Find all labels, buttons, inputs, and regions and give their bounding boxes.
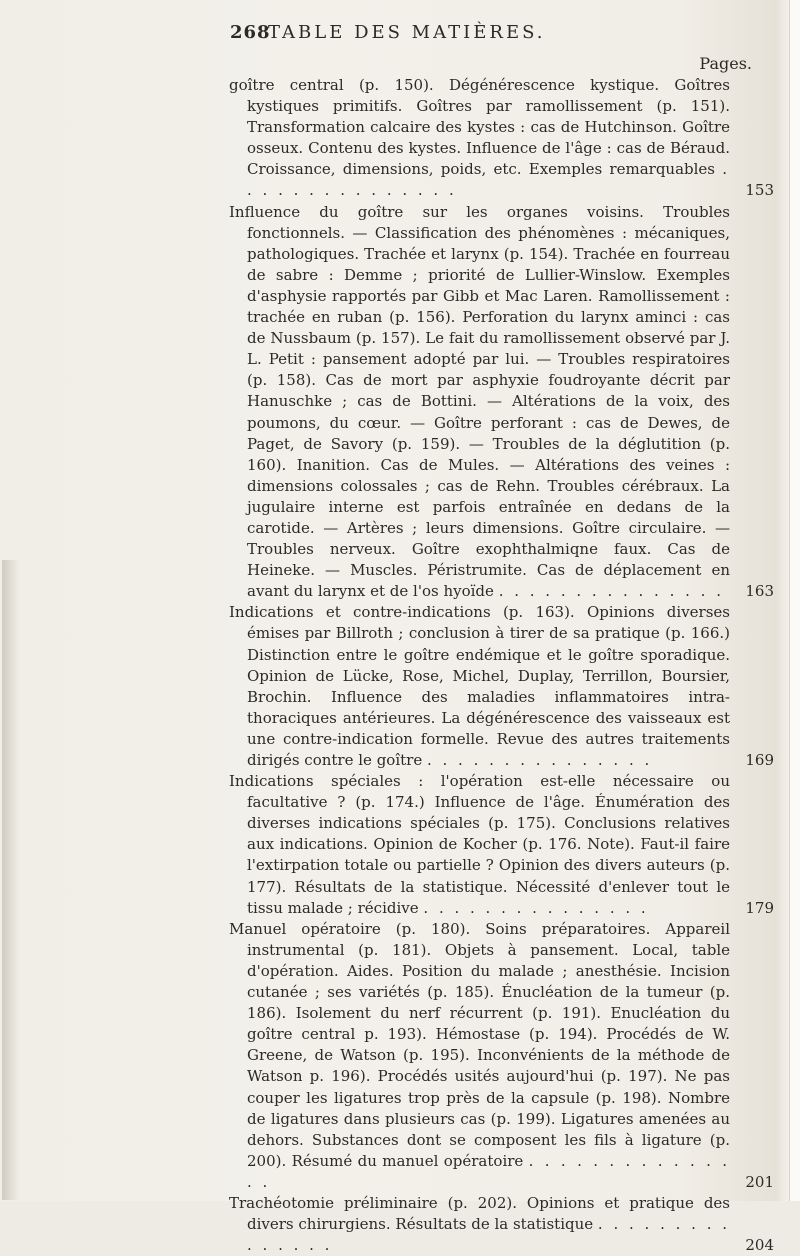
running-title: TABLE DES MATIÈRES.	[268, 22, 546, 43]
toc-entry-text: Trachéotomie préliminaire (p. 202). Opinions et pratique des divers chirurgiens. Résultats de la statistique	[229, 1193, 730, 1234]
toc-page-ref: 153	[745, 181, 774, 200]
page-edge	[789, 0, 800, 1201]
toc-entry-text: Indications et contre-indications (p. 163). Opinions diverses émises par Billroth ; conclusion à tirer de sa pratique (p. 166.) Distinction entre le goître endémique et le goître sporadique. Opinion de Lücke, Rose, Michel, Duplay, Terrillon, Boursier, Brochin. Influence des maladies inflammatoires intra-thoraciques antérieures. La dégénérescence des vaisseaux est une contre-indication formelle. Revue des autres traitements dirigés contre le goître	[229, 603, 730, 769]
toc-entry	[229, 602, 774, 771]
toc-entry	[229, 75, 774, 202]
pages-column-label: Pages.	[699, 54, 752, 73]
toc-entry	[229, 919, 774, 1193]
toc-page-ref: 163	[745, 582, 774, 601]
dot-leader: . . . . . . . . . . . . . . .	[247, 160, 730, 200]
toc-page-ref: 204	[745, 1236, 774, 1255]
toc-entry-text: Indications spéciales : l'opération est-elle nécessaire ou facultative ? (p. 174.) Influence de l'âge. Énumération des diverses indications spéciales (p. 175). Conclusions relatives aux indications. Opinion de Kocher (p. 176. Note). Faut-il faire l'extirpation totale ou partielle ? Opinion des divers auteurs (p. 177). Résultats de la statistique. Nécessité d'enlever tout le tissu malade ; récidive	[229, 772, 730, 917]
dot-leader: . . . . . . . . . . . . . . .	[498, 582, 724, 601]
page-stain	[2, 560, 20, 1200]
dot-leader: . . . . . . . . . . . . . . .	[426, 751, 653, 769]
page-number: 268	[230, 22, 271, 43]
toc-entry-text: Influence du goître sur les organes voisins. Troubles fonctionnels. — Classification des phénomènes : mécaniques, pathologiques. Trachée et larynx (p. 154). Trachée en fourreau de sabre : Demme ; priorité de Lullier-Winslow. Exemples d'asphysie rapportés par Gibb et Mac Laren. Ramollissement : trachée en ruban (p. 156). Perforation du larynx aminci : cas de Nussbaum (p. 157). Le fait du ramollissement observé par J. L. Petit : pansement adopté par lui. — Troubles respiratoires (p. 158). Cas de mort par asphyxie foudroyante décrit par Hanuschke ; cas de Bottini. — Altérations de la voix, des poumons, du cœur. — Goître perforant : cas de Dewes, de Paget, de Savory (p. 159). — Troubles de la déglutition (p. 160). Inanition. Cas de Mules. — Altérations des veines : dimensions colossales ; cas de Rehn. Troubles cérébraux. La jugulaire interne est parfois entraînée en dedans de la carotide. — Artères ; leurs dimensions. Goître circulaire. — Troubles nerveux. Goître exophthalmiqne faux. Cas de Heineke. — Muscles. Péristrumite. Cas de déplacement en avant du larynx et de l'os hyoïde	[229, 202, 730, 601]
dot-leader: . . . . . . . . . . . . . . .	[247, 1151, 731, 1191]
toc-entry-text: Manuel opératoire (p. 180). Soins préparatoires. Appareil instrumental (p. 181). Objets à pansement. Local, table d'opération. Aides. Position du malade ; anesthésie. Incision cutanée ; ses variétés (p. 185). Énucléation de la tumeur (p. 186). Isolement du nerf récurrent (p. 191). Enucléation du goître central p. 193). Hémostase (p. 194). Procédés de W. Greene, de Watson (p. 195). Inconvénients de la méthode de Watson p. 196). Procédés usités aujourd'hui (p. 197). Ne pas couper les ligatures trop près de la capsule (p. 198). Nombre de ligatures dans plusieurs cas (p. 199). Ligatures amenées au dehors. Substances dont se composent les fils à ligature (p. 200). Résumé du manuel opératoire	[229, 919, 730, 1170]
toc-page-ref: 179	[745, 898, 774, 917]
toc-page-ref: 201	[745, 1172, 774, 1191]
table-of-contents	[229, 75, 774, 1256]
toc-page-ref: 169	[745, 751, 774, 769]
dot-leader: . . . . . . . . . . . . . . .	[247, 1215, 730, 1255]
toc-entry-text: goître central (p. 150). Dégénérescence kystique. Goîtres kystiques primitifs. Goîtres par ramollissement (p. 151). Transformation calcaire des kystes : cas de Hutchinson. Goître osseux. Contenu des kystes. Influence de l'âge : cas de Béraud. Croissance, dimensions, poids, etc. Exemples remarquables	[229, 76, 730, 179]
toc-entry	[229, 771, 774, 919]
page-header	[0, 2, 800, 42]
dot-leader: . . . . . . . . . . . . . . .	[423, 898, 649, 917]
toc-entry	[229, 202, 774, 603]
toc-entry	[229, 1193, 774, 1256]
